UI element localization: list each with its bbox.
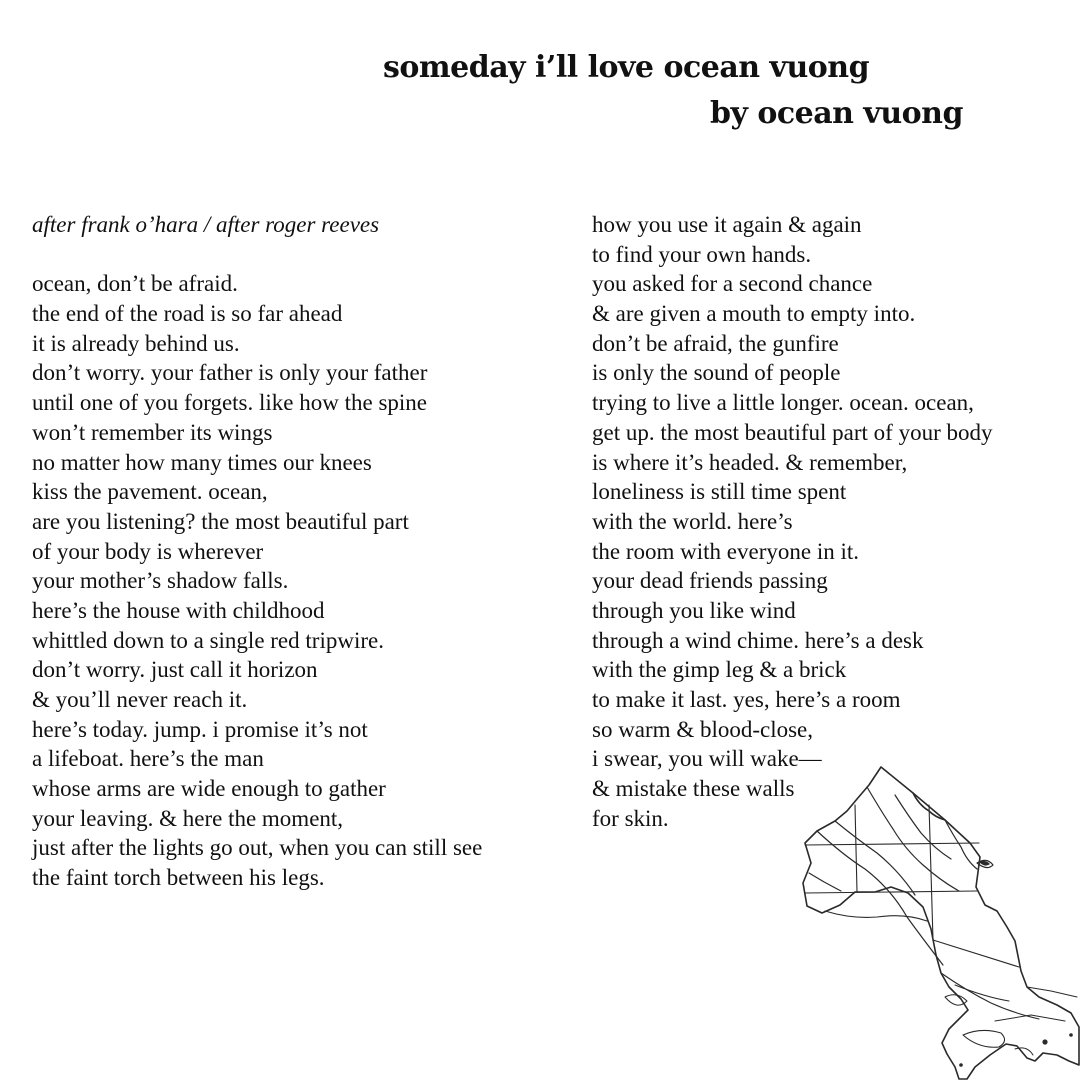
poem-left-column: [32, 210, 482, 893]
poem-line: your mother’s shadow falls.: [32, 568, 289, 594]
poem-line: won’t remember its wings: [32, 419, 273, 445]
poem-line: to make it last. yes, here’s a room: [592, 687, 901, 712]
poem-line: ocean, don’t be afraid.: [32, 271, 238, 297]
poem-line: it is already behind us.: [32, 330, 240, 356]
poem-line: how you use it again & again: [592, 212, 862, 237]
poem-line: trying to live a little longer. ocean. ocean,: [592, 390, 974, 416]
poem-line: here’s today. jump. i promise it’s not: [32, 716, 368, 742]
poem-line: so warm & blood-close,: [592, 716, 814, 742]
poem-line: whose arms are wide enough to gather: [32, 776, 386, 802]
poem-line: your dead friends passing: [592, 568, 828, 594]
poem-line: the faint torch between his legs.: [32, 865, 325, 891]
poem-line: to find your own hands.: [592, 241, 812, 267]
poem-line: no matter how many times our knees: [32, 449, 372, 475]
poem-right-column: [592, 210, 993, 833]
poem-line: the end of the road is so far ahead: [32, 301, 343, 327]
poem-line: is where it’s headed. & remember,: [592, 449, 908, 475]
right-lines: [592, 210, 993, 833]
poem-line: don’t worry. your father is only your father: [32, 360, 428, 386]
poem-epigraph: after frank o’hara / after roger reeves: [32, 212, 380, 237]
poem-line: through a wind chime. here’s a desk: [592, 627, 924, 653]
poem-line: with the gimp leg & a brick: [592, 657, 847, 683]
poem-line: with the world. here’s: [592, 508, 793, 534]
poem-line: you asked for a second chance: [592, 271, 873, 297]
poem-line: the room with everyone in it.: [592, 538, 859, 564]
stanza-gap: [32, 240, 482, 270]
ontario-map-sketch-icon: [795, 765, 1080, 1080]
poem-line: i swear, you will wake—: [592, 746, 822, 772]
poem-line: get up. the most beautiful part of your body: [592, 419, 993, 445]
poem-line: through you like wind: [592, 597, 796, 623]
poem-line: don’t worry. just call it horizon: [32, 657, 318, 683]
poem-line: are you listening? the most beautiful part: [32, 508, 409, 534]
author-byline: by ocean vuong: [710, 96, 963, 131]
poem-line: your leaving. & here the moment,: [32, 805, 344, 831]
poem-line: don’t be afraid, the gunfire: [592, 330, 839, 356]
poem-line: until one of you forgets. like how the spine: [32, 390, 427, 416]
poem-line: whittled down to a single red tripwire.: [32, 627, 384, 653]
left-lines: [32, 269, 482, 892]
poem-line: & you’ll never reach it.: [32, 687, 248, 712]
poem-line: loneliness is still time spent: [592, 479, 847, 505]
poem-line: & mistake these walls: [592, 776, 795, 802]
page-title: someday i’ll love ocean vuong: [383, 50, 870, 85]
poem-line: kiss the pavement. ocean,: [32, 479, 268, 505]
poem-line: here’s the house with childhood: [32, 597, 325, 623]
poem-line: for skin.: [592, 805, 669, 831]
poem-line: a lifeboat. here’s the man: [32, 746, 264, 772]
poem-line: is only the sound of people: [592, 360, 841, 386]
poem-line: just after the lights go out, when you can still see: [32, 835, 483, 861]
poem-line: & are given a mouth to empty into.: [592, 301, 916, 327]
poem-line: of your body is wherever: [32, 538, 264, 564]
